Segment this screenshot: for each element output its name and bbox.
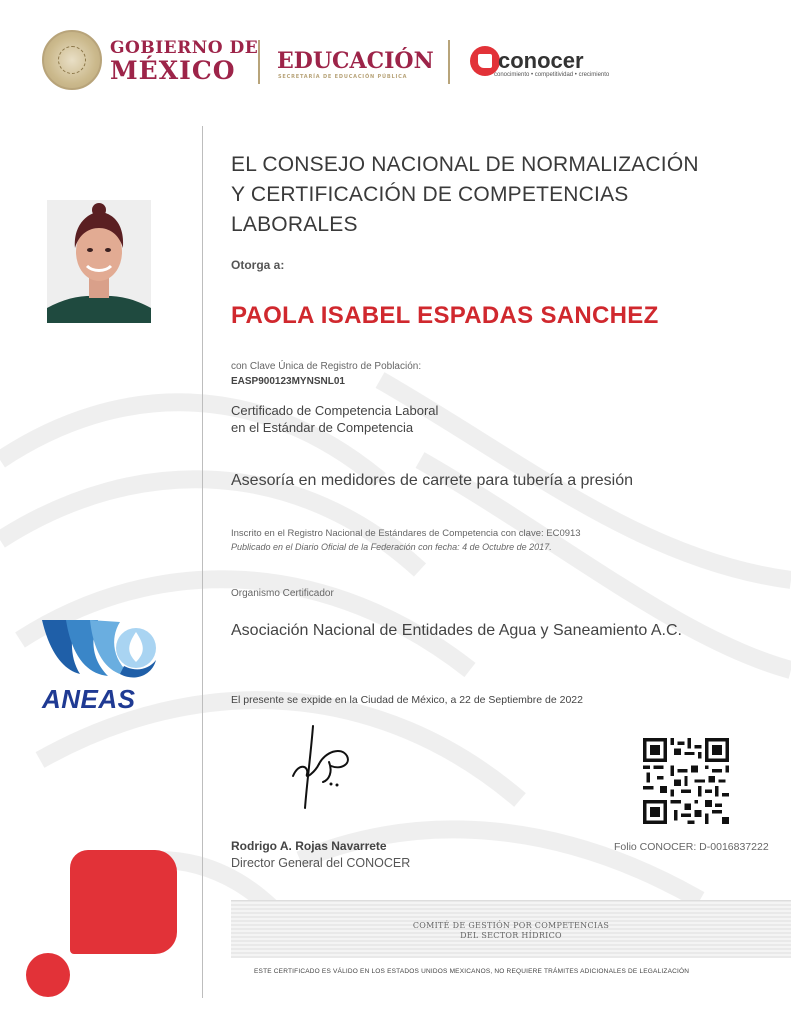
grants-label: Otorga a: [231,258,285,272]
issuer-title: EL CONSEJO NACIONAL DE NORMALIZACIÓN Y CERTIFICACIÓN DE COMPETENCIAS LABORALES [231,153,699,236]
aneas-wordmark: ANEAS [42,684,136,714]
issued-text: El presente se expide en la Ciudad de México, a 22 de Septiembre de 2022 [231,694,583,706]
registry-text: Inscrito en el Registro Nacional de Estándares de Competencia con clave: EC0913 [231,528,581,539]
vertical-divider [202,126,203,998]
certifier-label: Organismo Certificador [231,588,334,599]
recipient-name: PAOLA ISABEL ESPADAS SANCHEZ [231,302,659,329]
conocer-tagline: conocimiento • competitividad • crecimiento [494,72,610,78]
educacion-title: EDUCACIÓN [277,48,434,74]
signer-name: Rodrigo A. Rojas Navarrete [231,839,387,853]
qr-code[interactable] [643,738,729,824]
gobierno-title: GOBIERNO DE [110,38,259,58]
signer-title: Director General del CONOCER [231,856,411,870]
header-divider [258,40,260,84]
signature-image [285,722,355,812]
standard-name: Asesoría en medidores de carrete para tubería a presión [231,472,634,489]
decorative-red-square [70,850,177,954]
committee-line2: DEL SECTOR HÍDRICO [460,931,562,940]
educacion-subtitle: SECRETARÍA DE EDUCACIÓN PÚBLICA [278,74,408,80]
committee-line1: COMITÉ DE GESTIÓN POR COMPETENCIAS [412,921,610,930]
conocer-name: conocer [498,48,584,73]
header-logos [40,28,660,98]
curp-label: con Clave Única de Registro de Población: [231,361,422,372]
header-divider [448,40,450,84]
certifier-name: Asociación Nacional de Entidades de Agua y Saneamiento A.C. [231,622,682,639]
aneas-logo [40,618,160,713]
curp-value: EASP900123MYNSNL01 [231,376,345,387]
mexico-title: MÉXICO [110,56,236,85]
committee-stamp [231,900,791,958]
folio-number: Folio CONOCER: D-0016837222 [614,841,769,853]
decorative-red-circle [26,953,70,997]
recipient-photo [47,200,151,323]
validity-footer: ESTE CERTIFICADO ES VÁLIDO EN LOS ESTADOS UNIDOS MEXICANOS, NO REQUIERE TRÁMITES ADICIONALES DE LEGALIZACIÓN [254,968,690,975]
certificate-type-line1: Certificado de Competencia Laboral [231,403,439,418]
certificate-type-line2: en el Estándar de Competencia [231,420,414,435]
published-text: Publicado en el Diario Oficial de la Federación con fecha: 4 de Octubre de 2017. [231,542,552,552]
national-seal-icon [42,30,102,90]
certificate-type [231,402,438,436]
